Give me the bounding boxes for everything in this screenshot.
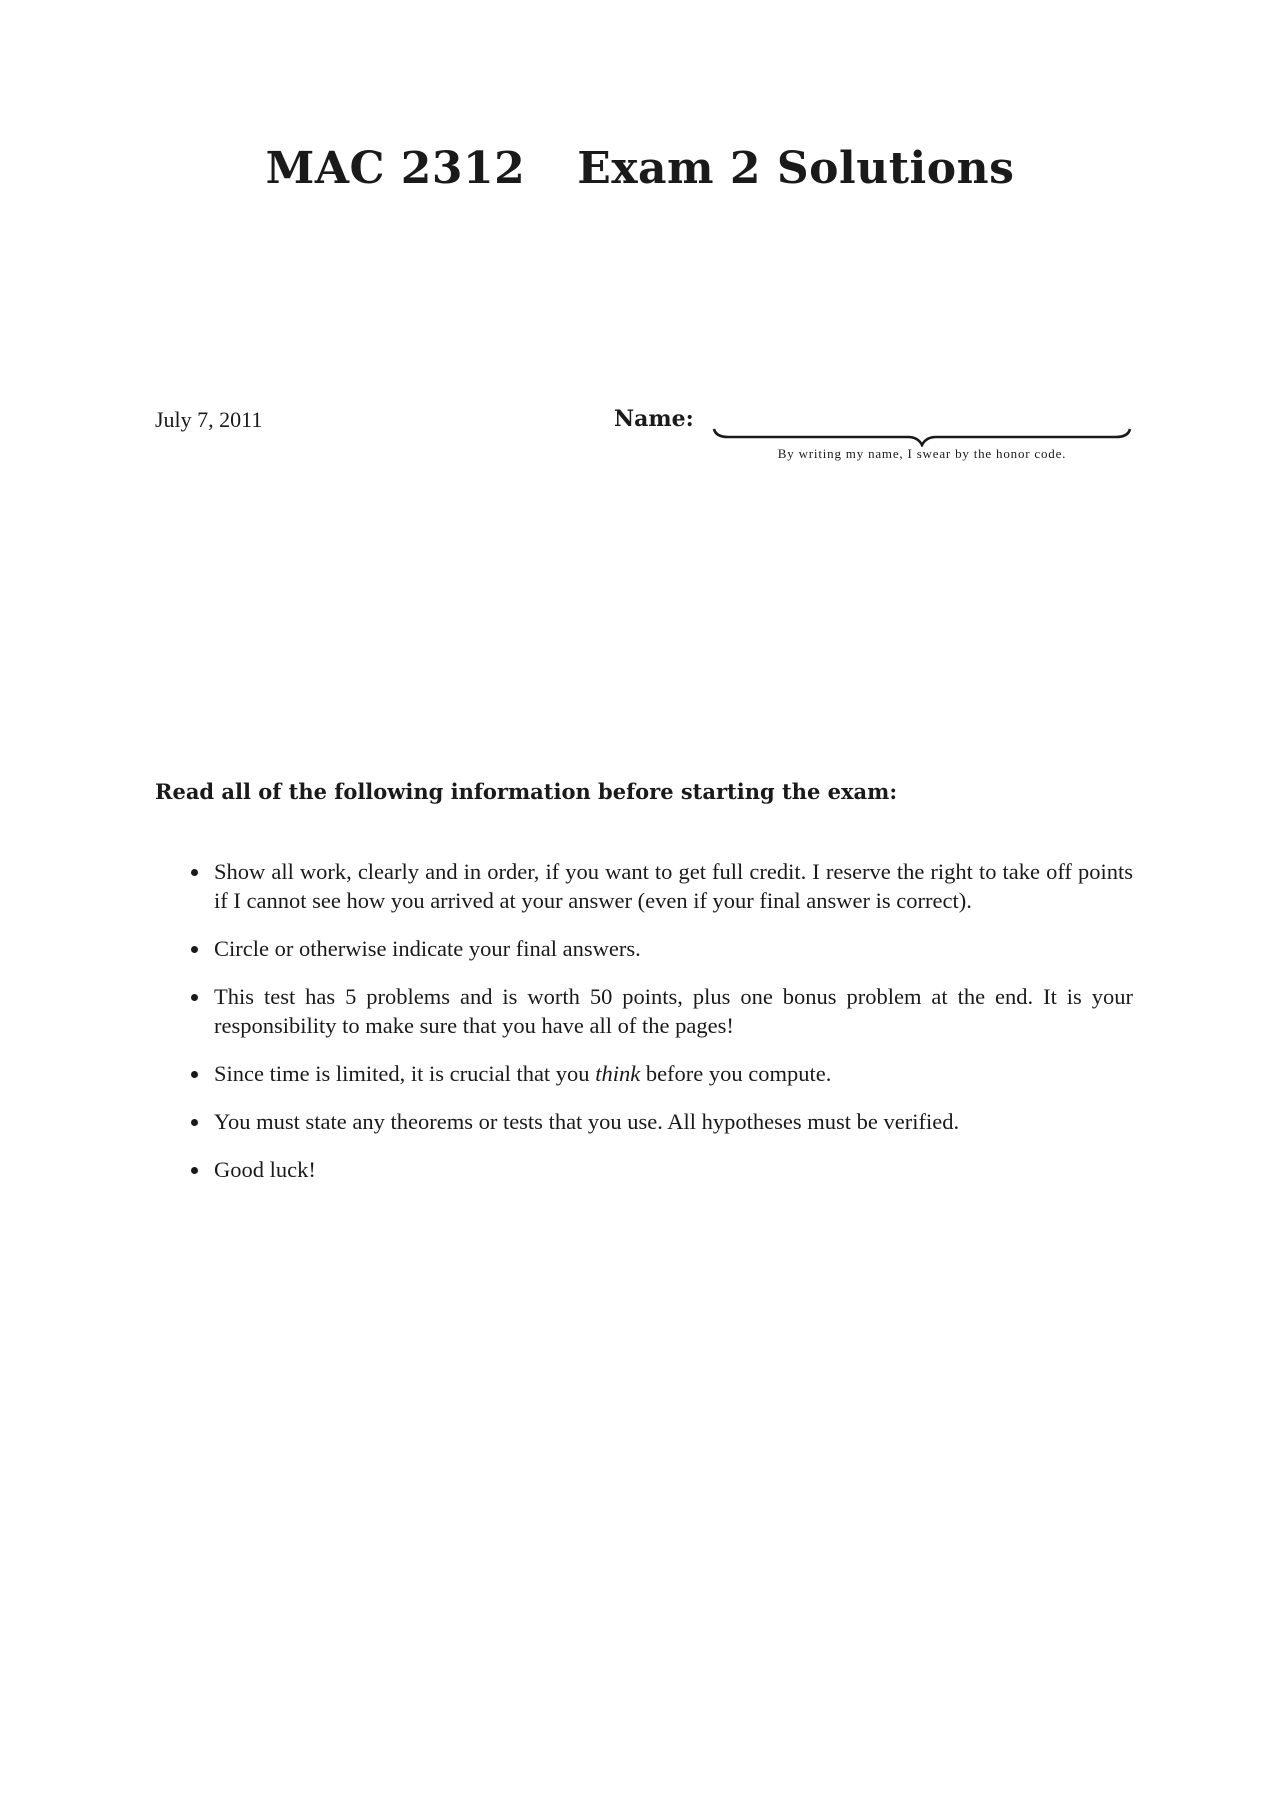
bullet-icon [191, 1119, 198, 1126]
list-item-text: Circle or otherwise indicate your final answers. [214, 936, 641, 961]
list-item-emphasis: think [595, 1061, 641, 1086]
list-item [187, 1059, 1133, 1088]
exam-date: July 7, 2011 [155, 407, 263, 432]
list-item-text: You must state any theorems or tests that you use. All hypotheses must be verified. [214, 1109, 960, 1134]
instructions-heading: Read all of the following information before starting the exam: [155, 779, 898, 804]
bullet-icon [191, 1071, 198, 1078]
list-item-text: Show all work, clearly and in order, if you want to get full credit. I reserve the right to take off points if I cannot see how you arrived at your answer (even if your final answer is correct). [214, 859, 1133, 913]
exam-title: Exam 2 Solutions [577, 143, 1015, 194]
list-item [187, 1107, 1133, 1136]
list-item-text: Good luck! [214, 1157, 316, 1182]
instructions-list [187, 857, 1133, 1203]
bullet-icon [191, 1167, 198, 1174]
list-item-text-after: before you compute. [640, 1061, 832, 1086]
course-code: MAC 2312 [265, 143, 526, 194]
bullet-icon [191, 869, 198, 876]
list-item [187, 934, 1133, 963]
name-underbrace [712, 425, 1132, 447]
list-item [187, 857, 1133, 915]
honor-code-note: By writing my name, I swear by the honor code. [777, 446, 1067, 461]
page-title [0, 143, 1280, 194]
bullet-icon [191, 946, 198, 953]
bullet-icon [191, 994, 198, 1001]
list-item [187, 982, 1133, 1040]
name-label: Name: [614, 406, 694, 432]
list-item [187, 1155, 1133, 1184]
list-item-text-before: Since time is limited, it is crucial that you [214, 1061, 596, 1086]
list-item-text: This test has 5 problems and is worth 50 points, plus one bonus problem at the end. It is your responsibility to make sure that you have all of the pages! [214, 984, 1133, 1038]
